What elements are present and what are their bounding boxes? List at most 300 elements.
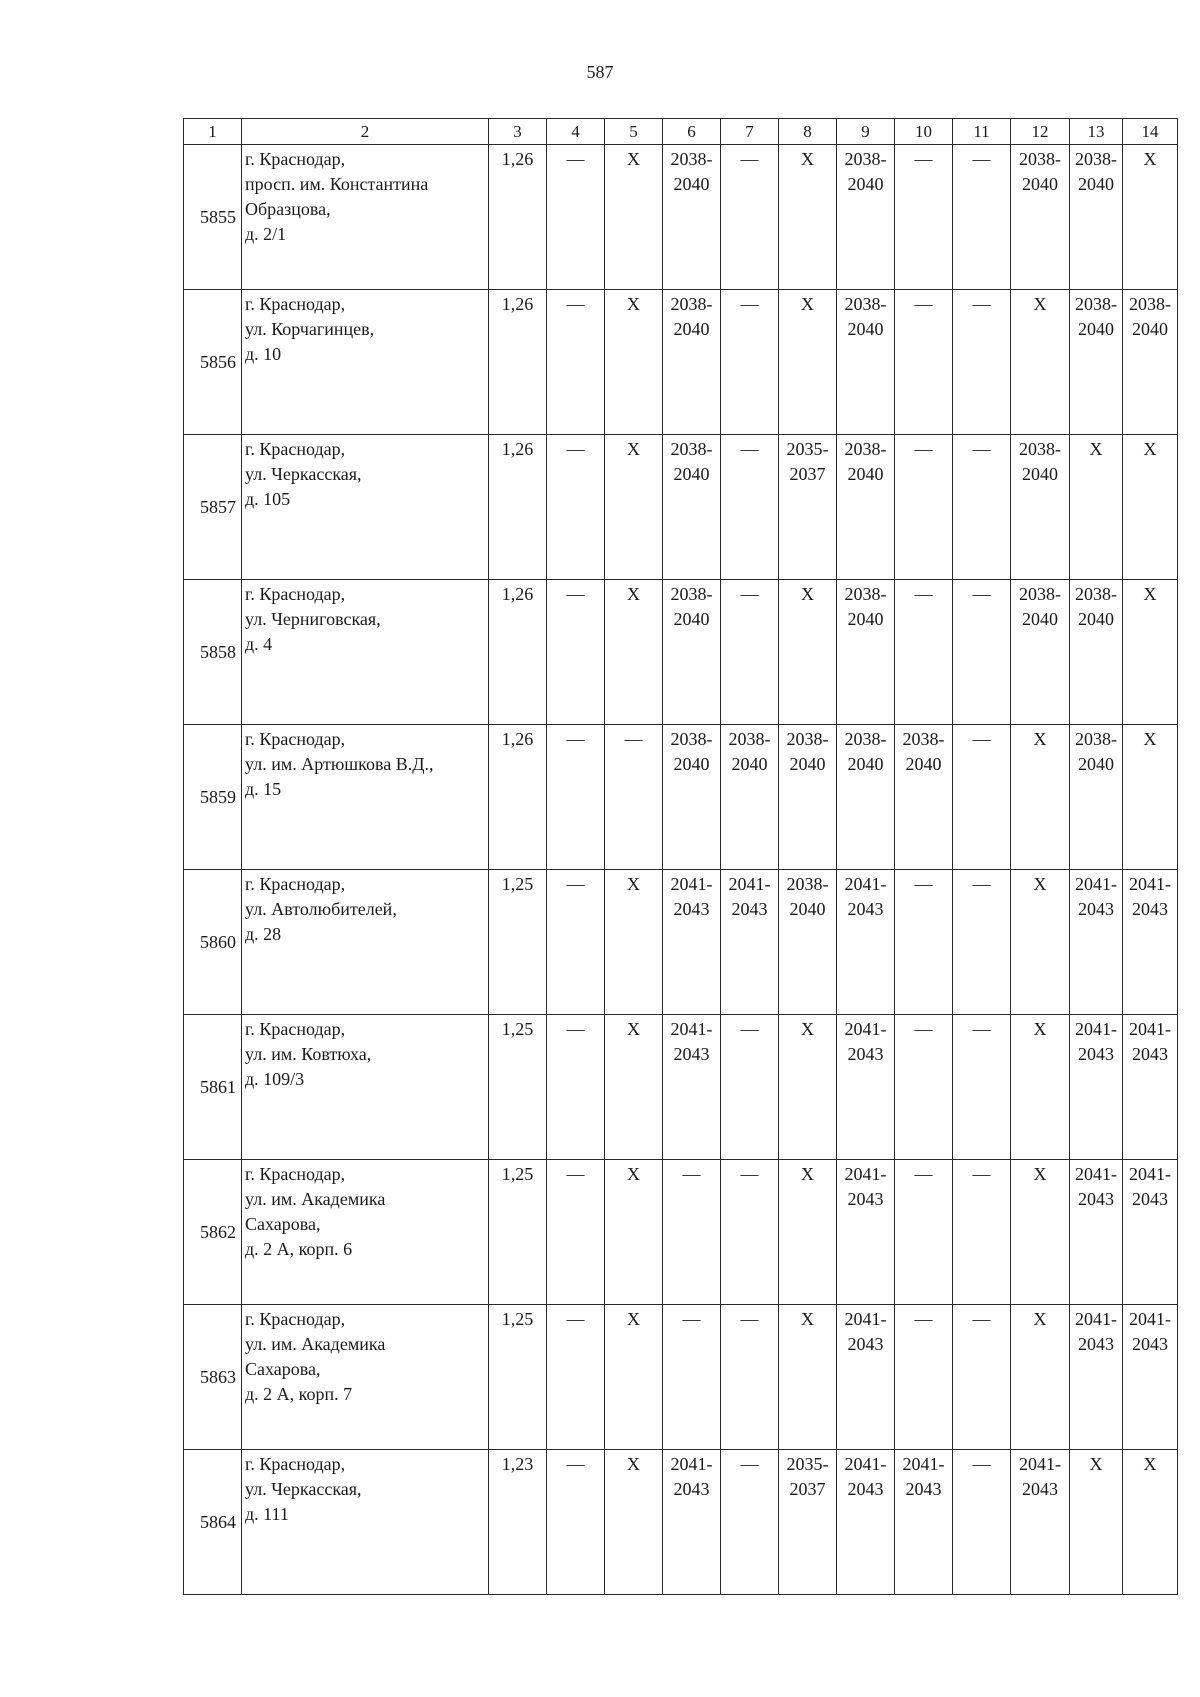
cell-text: — bbox=[740, 1019, 759, 1039]
row-number: 5864 bbox=[184, 1450, 242, 1595]
cell-text: 1,26 bbox=[501, 149, 534, 169]
value-cell-col-12 bbox=[1011, 145, 1070, 290]
cell-text: Х bbox=[801, 584, 814, 604]
cell-text: 2038- 2040 bbox=[786, 729, 829, 774]
table-row bbox=[184, 725, 1178, 870]
value-cell-col-13 bbox=[1070, 290, 1123, 435]
value-cell-col-4 bbox=[547, 290, 605, 435]
value-cell-col-14 bbox=[1123, 145, 1178, 290]
header-row bbox=[184, 119, 1178, 145]
value-cell-col-9 bbox=[837, 1450, 895, 1595]
column-header-7: 7 bbox=[721, 119, 779, 145]
row-number: 5859 bbox=[184, 725, 242, 870]
value-cell-col-13 bbox=[1070, 1450, 1123, 1595]
cell-text: Х bbox=[1033, 294, 1047, 314]
value-cell-col-9 bbox=[837, 870, 895, 1015]
cell-text: — bbox=[914, 439, 933, 459]
value-cell-col-10 bbox=[895, 435, 953, 580]
value-cell-col-13 bbox=[1070, 580, 1123, 725]
schedule-table bbox=[183, 118, 1178, 1595]
value-cell-col-5 bbox=[605, 870, 663, 1015]
value-cell-col-3 bbox=[489, 1450, 547, 1595]
cell-text: 2038- 2040 bbox=[844, 149, 887, 194]
value-cell-col-7 bbox=[721, 580, 779, 725]
column-header-9: 9 bbox=[837, 119, 895, 145]
address-line: г. Краснодар, bbox=[245, 1019, 346, 1039]
address-line: г. Краснодар, bbox=[245, 584, 346, 604]
cell-text: — bbox=[972, 729, 991, 749]
cell-text: 2038- 2040 bbox=[1075, 294, 1117, 339]
value-cell-col-6 bbox=[663, 145, 721, 290]
value-cell-col-12 bbox=[1011, 435, 1070, 580]
cell-text: 2038- 2040 bbox=[670, 729, 713, 774]
value-cell-col-10 bbox=[895, 1450, 953, 1595]
cell-text: — bbox=[972, 1454, 991, 1474]
table-row bbox=[184, 1305, 1178, 1450]
value-cell-col-11 bbox=[953, 1160, 1011, 1305]
cell-text: — bbox=[740, 584, 759, 604]
cell-text: 2038- 2040 bbox=[1075, 584, 1117, 629]
address-line: ул. им. Ковтюха, bbox=[245, 1044, 372, 1064]
row-number: 5855 bbox=[184, 145, 242, 290]
value-cell-col-4 bbox=[547, 1450, 605, 1595]
value-cell-col-6 bbox=[663, 1015, 721, 1160]
address-line: д. 109/3 bbox=[245, 1069, 305, 1089]
value-cell-col-9 bbox=[837, 580, 895, 725]
cell-text: — bbox=[972, 584, 991, 604]
cell-text: 2041- 2043 bbox=[1075, 1309, 1117, 1354]
address-line: ул. им. Академика bbox=[245, 1189, 386, 1209]
table-row bbox=[184, 145, 1178, 290]
value-cell-col-14 bbox=[1123, 725, 1178, 870]
address-line: г. Краснодар, bbox=[245, 294, 346, 314]
value-cell-col-5 bbox=[605, 145, 663, 290]
address-line: д. 28 bbox=[245, 924, 282, 944]
value-cell-col-9 bbox=[837, 1160, 895, 1305]
value-cell-col-5 bbox=[605, 435, 663, 580]
cell-text: Х bbox=[801, 1019, 814, 1039]
value-cell-col-11 bbox=[953, 1015, 1011, 1160]
cell-text: 2041- 2043 bbox=[670, 1454, 713, 1499]
value-cell-col-5 bbox=[605, 1305, 663, 1450]
value-cell-col-13 bbox=[1070, 145, 1123, 290]
cell-text: 1,26 bbox=[501, 584, 534, 604]
value-cell-col-10 bbox=[895, 1160, 953, 1305]
cell-text: 1,23 bbox=[501, 1454, 534, 1474]
cell-text: — bbox=[914, 1164, 933, 1184]
table-header bbox=[184, 119, 1178, 145]
cell-text: 2038- 2040 bbox=[1019, 439, 1061, 484]
value-cell-col-9 bbox=[837, 725, 895, 870]
column-header-8: 8 bbox=[779, 119, 837, 145]
address-cell bbox=[242, 1450, 489, 1595]
cell-text: Х bbox=[1033, 1164, 1047, 1184]
value-cell-col-11 bbox=[953, 290, 1011, 435]
cell-text: — bbox=[740, 294, 759, 314]
address-line: ул. им. Академика bbox=[245, 1334, 386, 1354]
value-cell-col-3 bbox=[489, 290, 547, 435]
cell-text: Х bbox=[1089, 439, 1103, 459]
value-cell-col-5 bbox=[605, 1160, 663, 1305]
value-cell-col-9 bbox=[837, 145, 895, 290]
value-cell-col-13 bbox=[1070, 1160, 1123, 1305]
cell-text: — bbox=[972, 874, 991, 894]
cell-text: — bbox=[972, 1019, 991, 1039]
cell-text: 2038- 2040 bbox=[844, 584, 887, 629]
value-cell-col-3 bbox=[489, 1015, 547, 1160]
cell-text: 2038- 2040 bbox=[1019, 149, 1061, 194]
address-line: д. 2 А, корп. 6 bbox=[245, 1239, 353, 1259]
cell-text: Х bbox=[627, 874, 640, 894]
value-cell-col-6 bbox=[663, 580, 721, 725]
value-cell-col-5 bbox=[605, 1015, 663, 1160]
cell-text: — bbox=[972, 294, 991, 314]
value-cell-col-11 bbox=[953, 1450, 1011, 1595]
cell-text: Х bbox=[801, 1164, 814, 1184]
value-cell-col-14 bbox=[1123, 290, 1178, 435]
cell-text: 2041- 2043 bbox=[1129, 874, 1171, 919]
cell-text: — bbox=[566, 1164, 585, 1184]
value-cell-col-10 bbox=[895, 145, 953, 290]
cell-text: 2041- 2043 bbox=[1019, 1454, 1061, 1499]
value-cell-col-4 bbox=[547, 145, 605, 290]
cell-text: — bbox=[972, 1309, 991, 1329]
value-cell-col-8 bbox=[779, 725, 837, 870]
cell-text: 1,26 bbox=[501, 729, 534, 749]
cell-text: — bbox=[914, 294, 933, 314]
table-row bbox=[184, 1015, 1178, 1160]
cell-text: — bbox=[566, 584, 585, 604]
value-cell-col-6 bbox=[663, 870, 721, 1015]
value-cell-col-8 bbox=[779, 1015, 837, 1160]
address-cell bbox=[242, 290, 489, 435]
cell-text: 2038- 2040 bbox=[670, 149, 713, 194]
value-cell-col-6 bbox=[663, 1305, 721, 1450]
cell-text: — bbox=[914, 1309, 933, 1329]
table-row bbox=[184, 580, 1178, 725]
cell-text: — bbox=[566, 294, 585, 314]
value-cell-col-8 bbox=[779, 435, 837, 580]
cell-text: — bbox=[914, 584, 933, 604]
address-cell bbox=[242, 580, 489, 725]
cell-text: 2038- 2040 bbox=[844, 439, 887, 484]
cell-text: Х bbox=[1143, 149, 1157, 169]
value-cell-col-12 bbox=[1011, 725, 1070, 870]
value-cell-col-14 bbox=[1123, 580, 1178, 725]
value-cell-col-7 bbox=[721, 435, 779, 580]
cell-text: — bbox=[914, 874, 933, 894]
value-cell-col-8 bbox=[779, 870, 837, 1015]
value-cell-col-4 bbox=[547, 435, 605, 580]
value-cell-col-12 bbox=[1011, 580, 1070, 725]
value-cell-col-8 bbox=[779, 1450, 837, 1595]
cell-text: 2041- 2043 bbox=[844, 1019, 887, 1064]
value-cell-col-4 bbox=[547, 580, 605, 725]
value-cell-col-8 bbox=[779, 290, 837, 435]
address-line: Сахарова, bbox=[245, 1214, 321, 1234]
address-line: ул. Черкасская, bbox=[245, 1479, 362, 1499]
cell-text: 2038- 2040 bbox=[1075, 729, 1117, 774]
value-cell-col-14 bbox=[1123, 1015, 1178, 1160]
address-line: просп. им. Константина bbox=[245, 174, 429, 194]
cell-text: Х bbox=[627, 584, 640, 604]
cell-text: — bbox=[566, 729, 585, 749]
value-cell-col-7 bbox=[721, 145, 779, 290]
cell-text: Х bbox=[1033, 1019, 1047, 1039]
cell-text: — bbox=[740, 1164, 759, 1184]
address-cell bbox=[242, 435, 489, 580]
address-cell bbox=[242, 145, 489, 290]
table-row bbox=[184, 870, 1178, 1015]
table-body bbox=[184, 145, 1178, 1595]
cell-text: Х bbox=[1143, 439, 1157, 459]
cell-text: 2038- 2040 bbox=[844, 729, 887, 774]
address-line: г. Краснодар, bbox=[245, 149, 346, 169]
cell-text: 2041- 2043 bbox=[728, 874, 771, 919]
table-row bbox=[184, 1160, 1178, 1305]
cell-text: 2038- 2040 bbox=[728, 729, 771, 774]
cell-text: Х bbox=[1143, 584, 1157, 604]
value-cell-col-11 bbox=[953, 1305, 1011, 1450]
cell-text: 2041- 2043 bbox=[902, 1454, 945, 1499]
cell-text: — bbox=[566, 149, 585, 169]
value-cell-col-10 bbox=[895, 580, 953, 725]
column-header-1: 1 bbox=[184, 119, 242, 145]
value-cell-col-7 bbox=[721, 725, 779, 870]
value-cell-col-10 bbox=[895, 1015, 953, 1160]
value-cell-col-4 bbox=[547, 1015, 605, 1160]
cell-text: — bbox=[740, 149, 759, 169]
cell-text: 2041- 2043 bbox=[1129, 1019, 1171, 1064]
value-cell-col-14 bbox=[1123, 1305, 1178, 1450]
column-header-14: 14 bbox=[1123, 119, 1178, 145]
address-line: д. 10 bbox=[245, 344, 282, 364]
column-header-3: 3 bbox=[489, 119, 547, 145]
value-cell-col-3 bbox=[489, 725, 547, 870]
value-cell-col-4 bbox=[547, 870, 605, 1015]
value-cell-col-6 bbox=[663, 290, 721, 435]
value-cell-col-12 bbox=[1011, 1160, 1070, 1305]
value-cell-col-13 bbox=[1070, 870, 1123, 1015]
cell-text: 2041- 2043 bbox=[670, 874, 713, 919]
value-cell-col-9 bbox=[837, 1305, 895, 1450]
column-header-2: 2 bbox=[242, 119, 489, 145]
address-line: д. 4 bbox=[245, 634, 273, 654]
value-cell-col-5 bbox=[605, 290, 663, 435]
value-cell-col-7 bbox=[721, 1015, 779, 1160]
cell-text: 2041- 2043 bbox=[1129, 1164, 1171, 1209]
value-cell-col-8 bbox=[779, 1160, 837, 1305]
cell-text: 2038- 2040 bbox=[786, 874, 829, 919]
cell-text: — bbox=[566, 1019, 585, 1039]
cell-text: 2038- 2040 bbox=[902, 729, 945, 774]
cell-text: Х bbox=[1089, 1454, 1103, 1474]
cell-text: 2038- 2040 bbox=[1019, 584, 1061, 629]
value-cell-col-7 bbox=[721, 870, 779, 1015]
row-number: 5857 bbox=[184, 435, 242, 580]
page-number: 587 bbox=[586, 62, 614, 82]
address-line: г. Краснодар, bbox=[245, 1454, 346, 1474]
address-line: г. Краснодар, bbox=[245, 1309, 346, 1329]
value-cell-col-9 bbox=[837, 435, 895, 580]
column-header-6: 6 bbox=[663, 119, 721, 145]
cell-text: 2041- 2043 bbox=[844, 1309, 887, 1354]
cell-text: — bbox=[566, 1309, 585, 1329]
cell-text: 1,25 bbox=[501, 1019, 534, 1039]
address-line: г. Краснодар, bbox=[245, 729, 346, 749]
row-number: 5858 bbox=[184, 580, 242, 725]
cell-text: 1,25 bbox=[501, 1164, 534, 1184]
value-cell-col-10 bbox=[895, 725, 953, 870]
cell-text: 2035- 2037 bbox=[786, 439, 829, 484]
cell-text: Х bbox=[627, 439, 640, 459]
cell-text: Х bbox=[1033, 1309, 1047, 1329]
cell-text: 1,25 bbox=[501, 874, 534, 894]
column-header-11: 11 bbox=[953, 119, 1011, 145]
column-header-10: 10 bbox=[895, 119, 953, 145]
cell-text: — bbox=[682, 1309, 701, 1329]
address-cell bbox=[242, 725, 489, 870]
value-cell-col-14 bbox=[1123, 1450, 1178, 1595]
cell-text: 2041- 2043 bbox=[1129, 1309, 1171, 1354]
cell-text: Х bbox=[627, 294, 640, 314]
row-number: 5862 bbox=[184, 1160, 242, 1305]
cell-text: — bbox=[566, 874, 585, 894]
cell-text: Х bbox=[1143, 1454, 1157, 1474]
value-cell-col-10 bbox=[895, 1305, 953, 1450]
value-cell-col-12 bbox=[1011, 1305, 1070, 1450]
table-row bbox=[184, 435, 1178, 580]
cell-text: 1,25 bbox=[501, 1309, 534, 1329]
cell-text: — bbox=[740, 439, 759, 459]
cell-text: — bbox=[914, 149, 933, 169]
cell-text: — bbox=[972, 1164, 991, 1184]
address-line: Образцова, bbox=[245, 199, 331, 219]
row-number: 5860 bbox=[184, 870, 242, 1015]
address-line: ул. Черниговская, bbox=[245, 609, 381, 629]
cell-text: Х bbox=[627, 149, 640, 169]
value-cell-col-11 bbox=[953, 725, 1011, 870]
address-line: ул. Автолюбителей, bbox=[245, 899, 397, 919]
cell-text: Х bbox=[801, 149, 814, 169]
value-cell-col-3 bbox=[489, 1305, 547, 1450]
value-cell-col-11 bbox=[953, 870, 1011, 1015]
value-cell-col-7 bbox=[721, 1160, 779, 1305]
address-cell bbox=[242, 1160, 489, 1305]
cell-text: — bbox=[682, 1164, 701, 1184]
address-line: г. Краснодар, bbox=[245, 874, 346, 894]
cell-text: — bbox=[566, 1454, 585, 1474]
address-line: г. Краснодар, bbox=[245, 1164, 346, 1184]
value-cell-col-13 bbox=[1070, 1015, 1123, 1160]
row-number: 5861 bbox=[184, 1015, 242, 1160]
value-cell-col-5 bbox=[605, 725, 663, 870]
cell-text: 2041- 2043 bbox=[844, 1454, 887, 1499]
cell-text: 2038- 2040 bbox=[670, 439, 713, 484]
cell-text: Х bbox=[627, 1164, 640, 1184]
value-cell-col-12 bbox=[1011, 870, 1070, 1015]
cell-text: 2041- 2043 bbox=[1075, 1019, 1117, 1064]
value-cell-col-7 bbox=[721, 290, 779, 435]
table-row bbox=[184, 290, 1178, 435]
cell-text: 2038- 2040 bbox=[670, 294, 713, 339]
value-cell-col-8 bbox=[779, 1305, 837, 1450]
value-cell-col-11 bbox=[953, 580, 1011, 725]
value-cell-col-6 bbox=[663, 1450, 721, 1595]
cell-text: Х bbox=[801, 294, 814, 314]
address-line: д. 2 А, корп. 7 bbox=[245, 1384, 353, 1404]
cell-text: 2038- 2040 bbox=[1129, 294, 1171, 339]
address-cell bbox=[242, 870, 489, 1015]
value-cell-col-6 bbox=[663, 725, 721, 870]
value-cell-col-12 bbox=[1011, 290, 1070, 435]
address-line: ул. им. Артюшкова В.Д., bbox=[245, 754, 434, 774]
cell-text: Х bbox=[1033, 729, 1047, 749]
cell-text: — bbox=[972, 439, 991, 459]
address-line: г. Краснодар, bbox=[245, 439, 346, 459]
value-cell-col-7 bbox=[721, 1305, 779, 1450]
cell-text: 2038- 2040 bbox=[844, 294, 887, 339]
address-cell bbox=[242, 1015, 489, 1160]
cell-text: 2038- 2040 bbox=[670, 584, 713, 629]
value-cell-col-3 bbox=[489, 870, 547, 1015]
cell-text: Х bbox=[1143, 729, 1157, 749]
value-cell-col-14 bbox=[1123, 435, 1178, 580]
row-number: 5863 bbox=[184, 1305, 242, 1450]
value-cell-col-14 bbox=[1123, 1160, 1178, 1305]
cell-text: — bbox=[566, 439, 585, 459]
value-cell-col-9 bbox=[837, 1015, 895, 1160]
value-cell-col-13 bbox=[1070, 725, 1123, 870]
cell-text: 2035- 2037 bbox=[786, 1454, 829, 1499]
cell-text: Х bbox=[627, 1309, 640, 1329]
value-cell-col-13 bbox=[1070, 435, 1123, 580]
value-cell-col-12 bbox=[1011, 1015, 1070, 1160]
cell-text: Х bbox=[1033, 874, 1047, 894]
value-cell-col-10 bbox=[895, 290, 953, 435]
cell-text: Х bbox=[627, 1019, 640, 1039]
value-cell-col-4 bbox=[547, 725, 605, 870]
value-cell-col-13 bbox=[1070, 1305, 1123, 1450]
column-header-13: 13 bbox=[1070, 119, 1123, 145]
cell-text: 1,26 bbox=[501, 294, 534, 314]
address-line: д. 15 bbox=[245, 779, 282, 799]
column-header-5: 5 bbox=[605, 119, 663, 145]
value-cell-col-4 bbox=[547, 1160, 605, 1305]
cell-text: — bbox=[740, 1309, 759, 1329]
address-line: д. 105 bbox=[245, 489, 291, 509]
cell-text: Х bbox=[801, 1309, 814, 1329]
cell-text: 2041- 2043 bbox=[844, 1164, 887, 1209]
address-cell bbox=[242, 1305, 489, 1450]
value-cell-col-7 bbox=[721, 1450, 779, 1595]
value-cell-col-9 bbox=[837, 290, 895, 435]
cell-text: 1,26 bbox=[501, 439, 534, 459]
value-cell-col-12 bbox=[1011, 1450, 1070, 1595]
cell-text: 2041- 2043 bbox=[1075, 1164, 1117, 1209]
value-cell-col-6 bbox=[663, 1160, 721, 1305]
cell-text: — bbox=[914, 1019, 933, 1039]
address-line: д. 2/1 bbox=[245, 224, 287, 244]
cell-text: 2041- 2043 bbox=[844, 874, 887, 919]
address-line: ул. Корчагинцев, bbox=[245, 319, 375, 339]
value-cell-col-11 bbox=[953, 435, 1011, 580]
address-line: ул. Черкасская, bbox=[245, 464, 362, 484]
cell-text: Х bbox=[627, 1454, 640, 1474]
address-line: Сахарова, bbox=[245, 1359, 321, 1379]
value-cell-col-6 bbox=[663, 435, 721, 580]
value-cell-col-3 bbox=[489, 435, 547, 580]
